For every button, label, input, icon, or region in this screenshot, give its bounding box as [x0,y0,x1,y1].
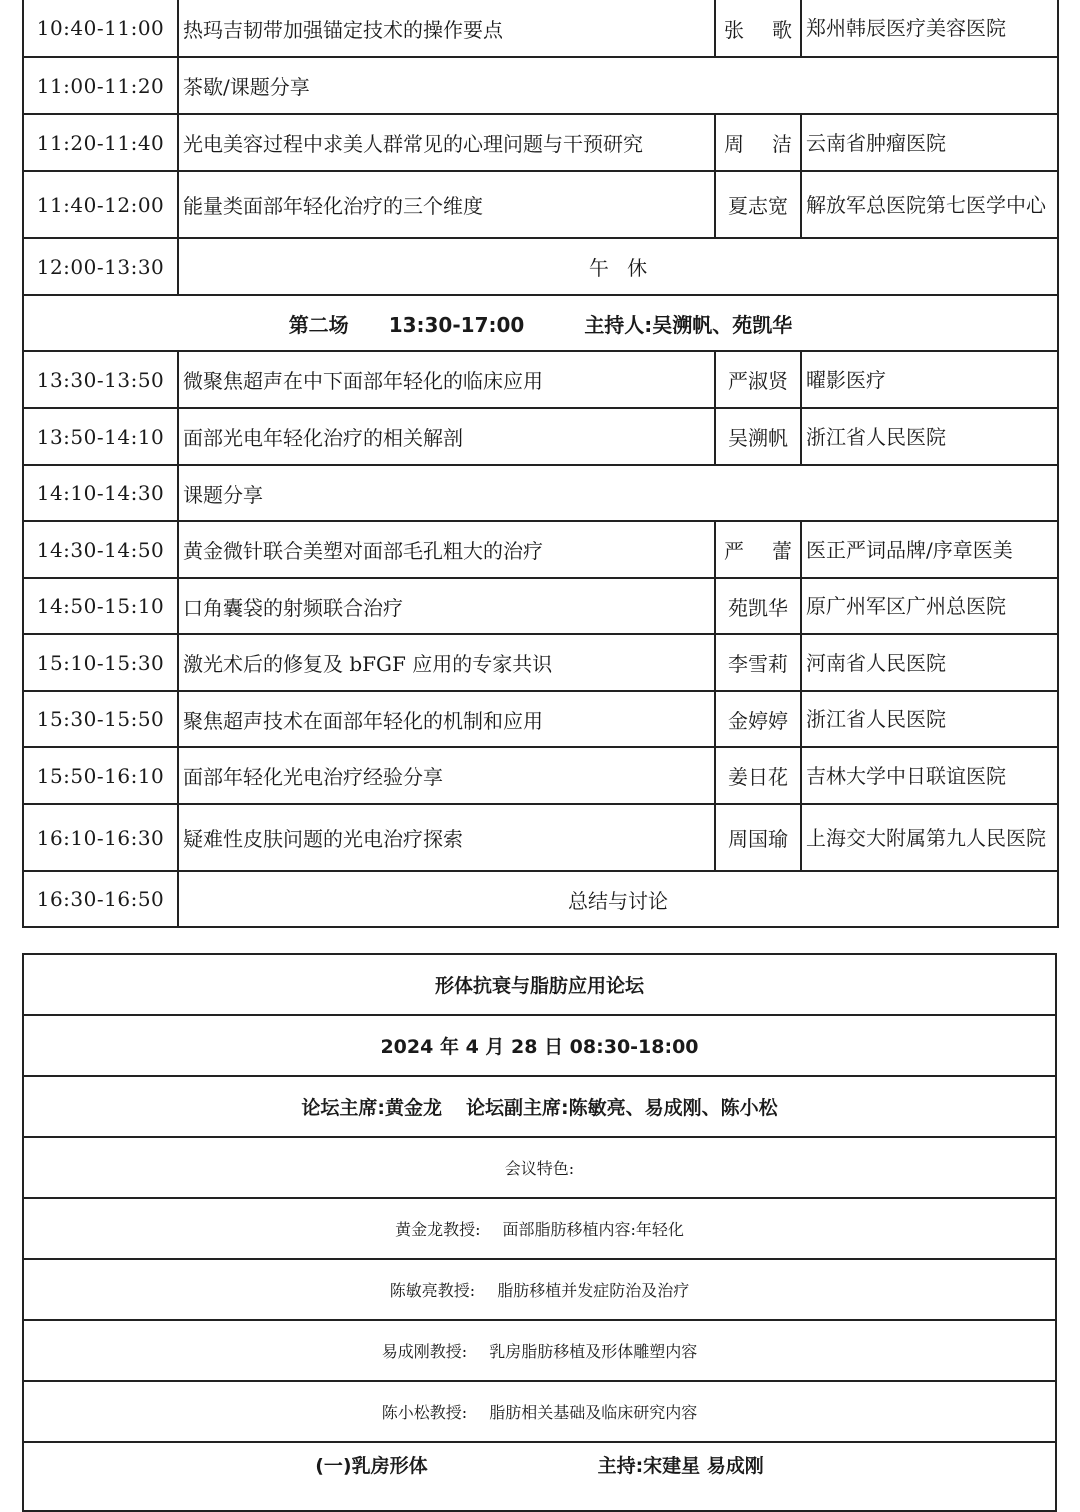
org-cell: 吉林大学中日联谊医院 [801,747,1058,804]
table-row [23,465,1058,521]
org-cell: 河南省人民医院 [801,634,1058,691]
feature-what: 脂肪相关基础及临床研究内容 [489,1403,698,1422]
time-cell: 14:30-14:50 [23,521,178,578]
time-cell: 13:50-14:10 [23,408,178,465]
table-row [23,521,1058,578]
org-cell: 浙江省人民医院 [801,691,1058,747]
table-row [23,57,1058,114]
speaker-cell: 周 洁 [715,114,801,171]
feature-what: 脂肪移植并发症防治及治疗 [497,1281,690,1300]
time-cell: 15:10-15:30 [23,634,178,691]
lunch-break-cell: 午 休 [178,238,1058,295]
speaker-cell: 吴溯帆 [715,408,801,465]
speaker-cell: 姜日花 [715,747,801,804]
forum-table [22,953,1057,1512]
feature-item [23,1381,1056,1442]
forum-title: 形体抗衰与脂肪应用论坛 [23,954,1056,1015]
section-host: 主持:宋建星 易成刚 [597,1455,764,1477]
time-cell: 12:00-13:30 [23,238,178,295]
org-cell: 曜影医疗 [801,351,1058,408]
table-row [23,238,1058,295]
time-cell: 14:10-14:30 [23,465,178,521]
table-row [23,0,1058,57]
table-row [23,871,1058,927]
section-header [23,1442,1056,1511]
time-cell: 16:30-16:50 [23,871,178,927]
section-name: (一)乳房形体 [315,1455,428,1477]
table-row [23,747,1058,804]
features-label: 会议特色: [23,1137,1056,1198]
topic-cell: 疑难性皮肤问题的光电治疗探索 [178,804,715,871]
speaker-cell: 金婷婷 [715,691,801,747]
time-cell: 13:30-13:50 [23,351,178,408]
time-cell: 11:20-11:40 [23,114,178,171]
speaker-cell: 严淑贤 [715,351,801,408]
speaker-cell: 张 歌 [715,0,801,57]
topic-cell: 茶歇/课题分享 [178,57,1058,114]
table-row [23,578,1058,634]
session-name: 第二场 [288,312,349,337]
topic-cell: 面部年轻化光电治疗经验分享 [178,747,715,804]
feature-who: 易成刚教授: [381,1342,468,1361]
topic-cell: 黄金微针联合美塑对面部毛孔粗大的治疗 [178,521,715,578]
feature-what: 面部脂肪移植内容:年轻化 [502,1220,684,1239]
speaker-cell: 夏志宽 [715,171,801,238]
forum-chair: 论坛主席:黄金龙 [301,1097,442,1119]
time-cell: 15:30-15:50 [23,691,178,747]
org-cell: 浙江省人民医院 [801,408,1058,465]
topic-cell: 微聚焦超声在中下面部年轻化的临床应用 [178,351,715,408]
org-cell: 郑州韩辰医疗美容医院 [801,0,1058,57]
org-cell: 医正严词品牌/序章医美 [801,521,1058,578]
speaker-cell: 苑凯华 [715,578,801,634]
forum-chairs [23,1076,1056,1137]
org-cell: 云南省肿瘤医院 [801,114,1058,171]
table-row [23,804,1058,871]
session-time: 13:30-17:00 [388,312,525,337]
time-cell: 15:50-16:10 [23,747,178,804]
speaker-cell: 严 蕾 [715,521,801,578]
topic-cell: 课题分享 [178,465,1058,521]
table-row [23,171,1058,238]
feature-item [23,1320,1056,1381]
session-host: 主持人:吴溯帆、苑凯华 [584,312,793,337]
table-row [23,408,1058,465]
topic-cell: 能量类面部年轻化治疗的三个维度 [178,171,715,238]
table-row [23,691,1058,747]
summary-cell: 总结与讨论 [178,871,1058,927]
org-cell: 上海交大附属第九人民医院 [801,804,1058,871]
table-row [23,114,1058,171]
org-cell: 原广州军区广州总医院 [801,578,1058,634]
forum-vice-chair: 论坛副主席:陈敏亮、易成刚、陈小松 [466,1097,778,1119]
forum-date: 2024 年 4 月 28 日 08:30-18:00 [23,1015,1056,1076]
topic-cell: 热玛吉韧带加强锚定技术的操作要点 [178,0,715,57]
table-row [23,634,1058,691]
feature-item [23,1259,1056,1320]
session-header [23,295,1058,351]
topic-cell: 口角囊袋的射频联合治疗 [178,578,715,634]
org-cell: 解放军总医院第七医学中心 [801,171,1058,238]
topic-cell: 光电美容过程中求美人群常见的心理问题与干预研究 [178,114,715,171]
feature-what: 乳房脂肪移植及形体雕塑内容 [489,1342,698,1361]
session-header-row [23,295,1058,351]
topic-cell: 聚焦超声技术在面部年轻化的机制和应用 [178,691,715,747]
time-cell: 16:10-16:30 [23,804,178,871]
feature-who: 陈小松教授: [381,1403,468,1422]
feature-item [23,1198,1056,1259]
table-row [23,351,1058,408]
schedule-table [22,0,1059,928]
speaker-cell: 李雪莉 [715,634,801,691]
topic-cell: 激光术后的修复及 bFGF 应用的专家共识 [178,634,715,691]
feature-who: 陈敏亮教授: [389,1281,476,1300]
time-cell: 14:50-15:10 [23,578,178,634]
time-cell: 11:40-12:00 [23,171,178,238]
time-cell: 10:40-11:00 [23,0,178,57]
topic-cell: 面部光电年轻化治疗的相关解剖 [178,408,715,465]
time-cell: 11:00-11:20 [23,57,178,114]
feature-who: 黄金龙教授: [395,1220,481,1239]
speaker-cell: 周国瑜 [715,804,801,871]
